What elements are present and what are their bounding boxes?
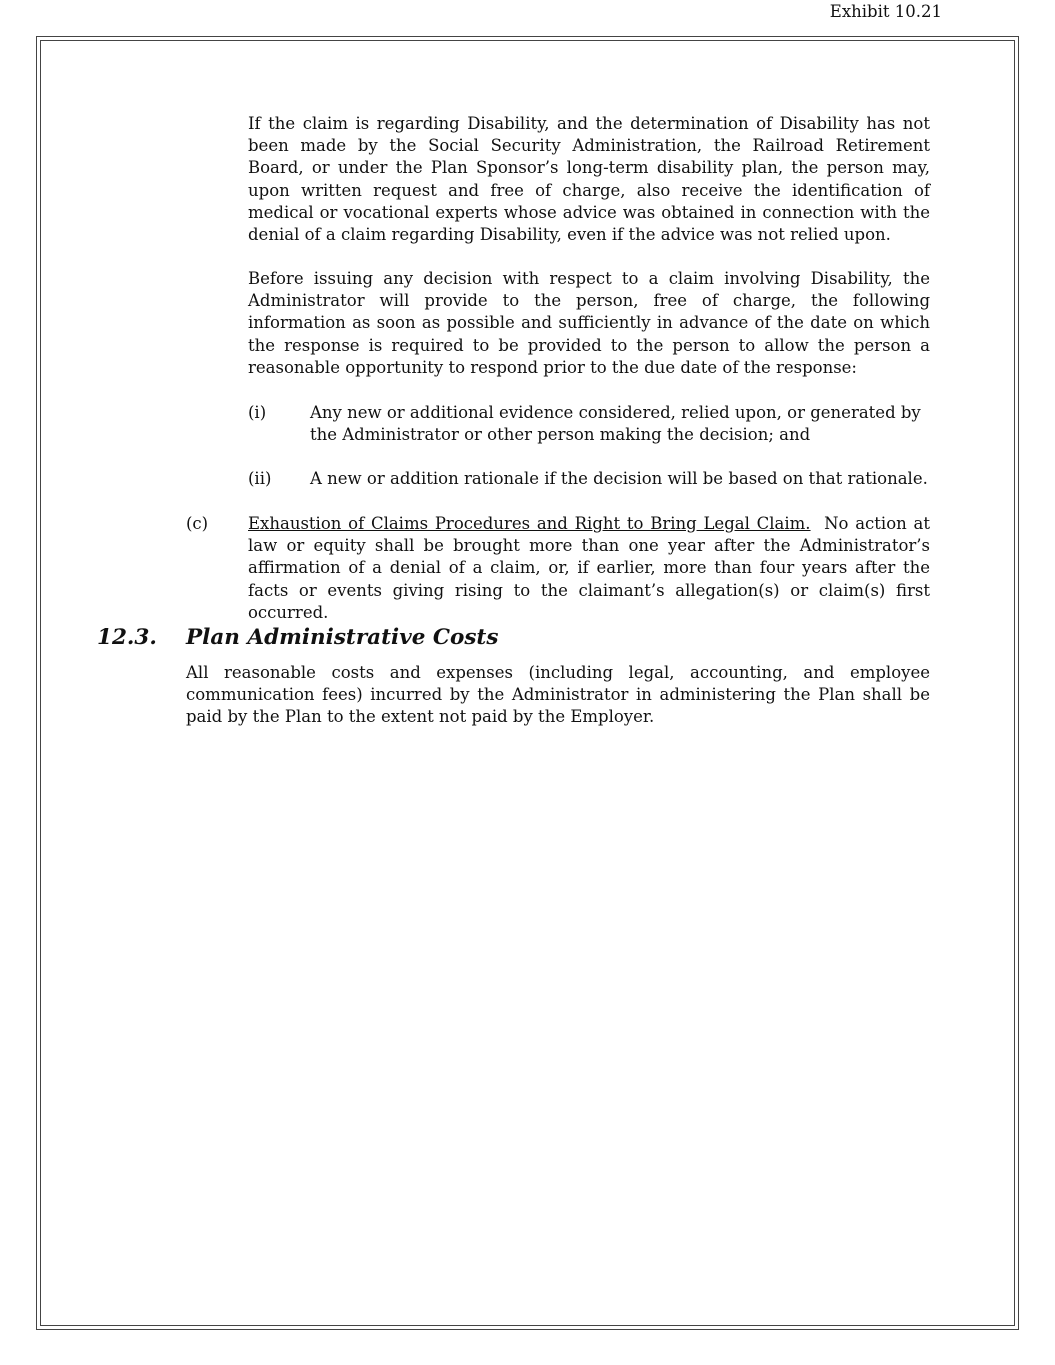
paragraph-before-decision: Before issuing any decision with respect to a claim involving Disability, the Administrator will provide to the person, free of charge, the following information as soon as possible and sufficiently in advance of the date on which the response is required to be provided to the person to allow the person a reasonable opportunity to respond prior to the due date of the response: <box>248 269 930 377</box>
section-paragraph: All reasonable costs and expenses (including legal, accounting, and employee communication fees) incurred by the Administrator in administering the Plan shall be paid by the Plan to the extent not paid by the Employer. <box>186 663 930 727</box>
paragraph-disability-experts: If the claim is regarding Disability, and the determination of Disability has not been made by the Social Security Administration, the Railroad Retirement Board, or under the Plan Sponsor’s long-term disability plan, the person may, upon written request and free of charge, also receive the identification of medical or vocational experts whose advice was obtained in connection with the denial of a claim regarding Disability, even if the advice was not relied upon. <box>248 114 930 245</box>
clause-c-heading: Exhaustion of Claims Procedures and Right to Bring Legal Claim. <box>248 514 811 533</box>
list-item-label: (ii) <box>248 469 272 488</box>
exhibit-label: Exhibit 10.21 <box>829 2 942 21</box>
section-number: 12.3. <box>97 625 157 650</box>
clause-c-text: No action at law or equity shall be brought more than one year after the Administrator’s affirmation of a denial of a claim, or, if earlier, more than four years after the facts or events giving rising to the claimant’s allegation(s) or claim(s) first occurred. <box>248 514 930 622</box>
list-item-text: Any new or additional evidence considered, relied upon, or generated by the Administrator or other person making the decision; and <box>310 403 921 445</box>
list-item-text: A new or addition rationale if the decision will be based on that rationale. <box>310 469 928 488</box>
clause-c-paragraph <box>248 513 930 624</box>
section-title: Plan Administrative Costs <box>186 625 499 650</box>
list-item-label: (i) <box>248 403 267 422</box>
clause-c-label: (c) <box>186 514 209 533</box>
